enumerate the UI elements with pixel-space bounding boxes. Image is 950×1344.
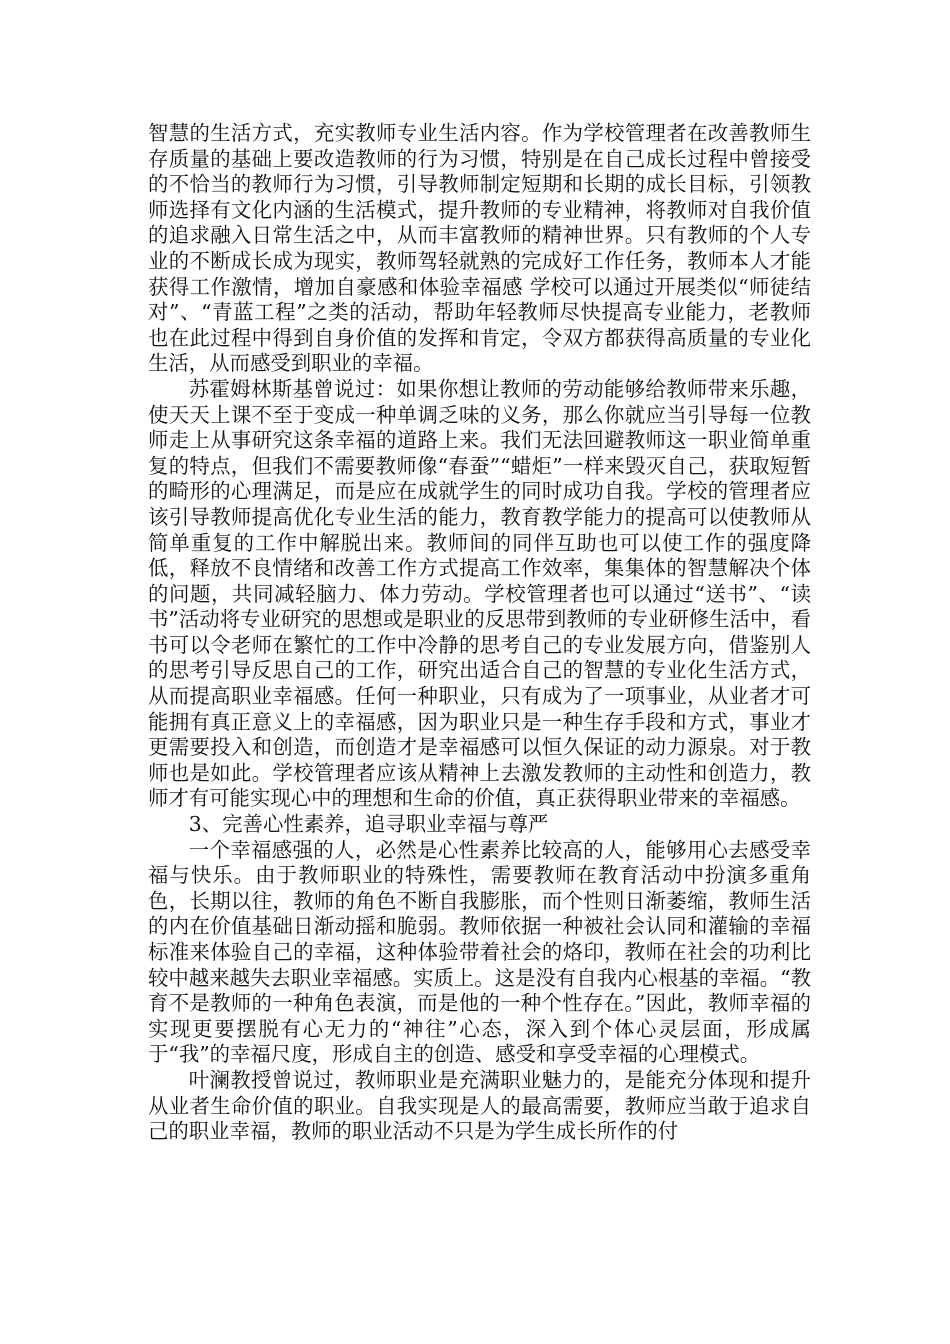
section-heading: 3、完善心性素养，追寻职业幸福与尊严: [188, 812, 549, 837]
document-body: [148, 121, 811, 1145]
paragraph-continued: 智慧的生活方式，充实教师专业生活内容。作为学校管理者在改善教师生存质量的基础上要改造教师的行为习惯，特别是在自己成长过程中曾接受的不恰当的教师行为习惯，引导教师制定短期和长期的成长目标，引领教师选择有文化内涵的生活模式，提升教师的专业精神，将教师对自我价值的追求融入日常生活之中，从而丰富教师的精神世界。只有教师的个人专业的不断成长成为现实，教师驾轻就熟的完成好工作任务，教师本人才能获得工作激情，增加自豪感和体验幸福感 学校可以通过开展类似“师徒结对”、“青蓝工程”之类的活动，帮助年轻教师尽快提高专业能力，老教师也在此过程中得到自身价值的发挥和肯定，令双方都获得高质量的专业化生活，从而感受到职业的幸福。: [148, 121, 811, 376]
paragraph-sukhomlinsky: 苏霍姆林斯基曾说过：如果你想让教师的劳动能够给教师带来乐趣，使天天上课不至于变成一种单调乏味的义务，那么你就应当引导每一位教师走上从事研究这条幸福的道路上来。我们无法回避教师这一职业简单重复的特点，但我们不需要教师像“春蚕”“蜡炬”一样来毁灭自己，获取短暂的畸形的心理满足，而是应在成就学生的同时成功自我。学校的管理者应该引导教师提高优化专业生活的能力，教育教学能力的提高可以使教师从简单重复的工作中解脱出来。教师间的同伴互助也可以使工作的强度降低，释放不良情绪和改善工作方式提高工作效率，集集体的智慧解决个体的问题，共同减轻脑力、体力劳动。学校管理者也可以通过“送书”、“读书”活动将专业研究的思想或是职业的反思带到教师的专业研修生活中，看书可以令老师在繁忙的工作中冷静的思考自己的专业发展方向，借鉴别人的思考引导反思自己的工作，研究出适合自己的智慧的专业化生活方式，从而提高职业幸福感。任何一种职业，只有成为了一项事业，从业者才可能拥有真正意义上的幸福感，因为职业只是一种生存手段和方式，事业才更需要投入和创造，而创造才是幸福感可以恒久保证的动力源泉。对于教师也是如此。学校管理者应该从精神上去激发教师的主动性和创造力，教师才有可能实现心中的理想和生命的价值，真正获得职业带来的幸福感。: [148, 376, 811, 811]
paragraph-character-cultivation: 一个幸福感强的人，必然是心性素养比较高的人，能够用心去感受幸福与快乐。由于教师职业的特殊性，需要教师在教育活动中扮演多重角色，长期以往，教师的角色不断自我膨胀，而个性则日渐萎缩，教师生活的内在价值基础日渐动摇和脆弱。教师依据一种被社会认同和灌输的幸福标准来体验自己的幸福，这种体验带着社会的烙印，教师在社会的功利比较中越来越失去职业幸福感。实质上。这是没有自我内心根基的幸福。“教育不是教师的一种角色表演，而是他的一种个性存在。”因此，教师幸福的实现更要摆脱有心无力的“神往”心态，深入到个体心灵层面，形成属于“我”的幸福尺度，形成自主的创造、感受和享受幸福的心理模式。: [148, 837, 811, 1067]
paragraph-ye-lan: 叶澜教授曾说过，教师职业是充满职业魅力的，是能充分体现和提升从业者生命价值的职业。自我实现是人的最高需要，教师应当敢于追求自己的职业幸福，教师的职业活动不只是为学生成长所作的付: [148, 1067, 811, 1144]
